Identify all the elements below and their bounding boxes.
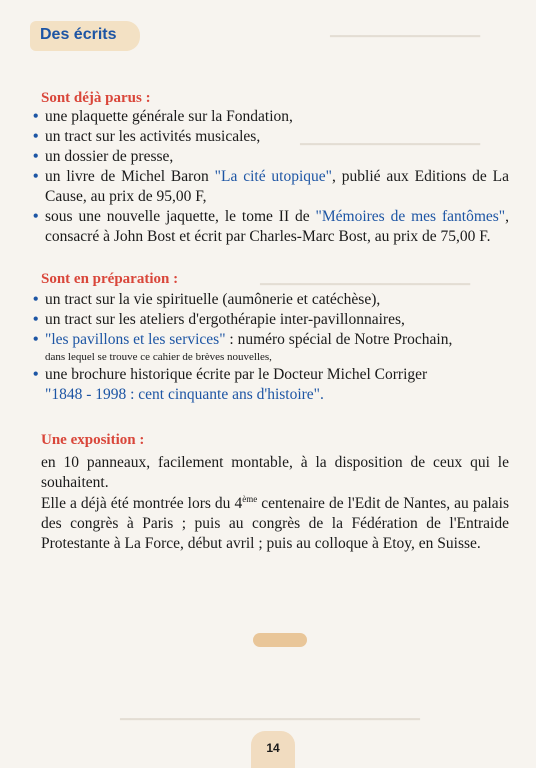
show-through-text: ▁▁▁▁▁▁▁▁▁▁▁▁▁▁▁ [330, 22, 480, 37]
preparation-list [33, 290, 509, 405]
exhibition-paragraph-2: Elle a déjà été montrée lors du 4ème centenaire de l'Edit de Nantes, au palais des congrès à Paris ; puis au congrès de la Fédération de l'Entraide Protestante à La Force, début avril ; puis au colloque à Etoy, en Suisse. [41, 493, 509, 552]
bullet-icon: • [33, 208, 39, 225]
list-item: • une brochure historique écrite par le Docteur Michel Corriger "1848 - 1998 : cent cinquante ans d'histoire". [33, 366, 428, 403]
list-item: • un tract sur les activités musicales, [33, 128, 261, 145]
list-item: • un tract sur les ateliers d'ergothérapie inter-pavillonnaires, [33, 311, 405, 328]
decorative-pill [253, 633, 307, 647]
bullet-icon: • [33, 291, 39, 308]
published-list [33, 107, 509, 247]
book-title: "Mémoires de mes fantômes" [315, 208, 506, 225]
bullet-icon: • [33, 148, 39, 165]
bullet-icon: • [33, 128, 39, 145]
section-title-exhibition: Une exposition : [41, 432, 145, 448]
list-item: • un livre de Michel Baron "La cité utopique", publié aux Editions de La Cause, au prix de 95,00 F, [33, 168, 509, 205]
page-title: Des écrits [40, 26, 117, 43]
page-number: 14 [266, 741, 280, 755]
bullet-icon: • [33, 108, 39, 125]
show-through-text: ▁▁▁▁▁▁▁▁▁▁▁▁▁▁▁▁▁▁▁▁▁▁▁▁▁▁▁▁▁▁ [120, 705, 420, 720]
list-item: • une plaquette générale sur la Fondation, [33, 108, 293, 125]
list-item: • un dossier de presse, [33, 148, 174, 165]
section-title-preparation: Sont en préparation : [41, 271, 179, 287]
bullet-icon: • [33, 366, 39, 383]
issue-title: "les pavillons et les services" [45, 331, 226, 348]
section-title-published: Sont déjà parus : [41, 90, 151, 106]
bullet-icon: • [33, 311, 39, 328]
exhibition-paragraph-1: en 10 panneaux, facilement montable, à la disposition de ceux qui le souhaitent. [41, 454, 509, 491]
list-item: • "les pavillons et les services" : numéro spécial de Notre Prochain, dans lequel se trouve ce cahier de brèves nouvelles, [33, 330, 509, 365]
note-text: dans lequel se trouve ce cahier de brèves nouvelles, [45, 351, 272, 363]
list-item: • un tract sur la vie spirituelle (aumônerie et catéchèse), [33, 291, 381, 308]
brochure-title: "1848 - 1998 : cent cinquante ans d'histoire". [45, 386, 324, 403]
show-through-text: ▁▁▁▁▁▁▁▁▁▁▁▁▁▁▁▁▁▁▁▁▁ [260, 270, 470, 285]
list-item: • sous une nouvelle jaquette, le tome II de "Mémoires de mes fantômes", consacré à John Bost et écrit par Charles-Marc Bost, au prix de 75,00 F. [33, 208, 509, 245]
bullet-icon: • [33, 331, 39, 348]
book-title: "La cité utopique" [214, 168, 333, 185]
show-through-text: ▁▁▁▁▁▁▁▁▁▁▁▁▁▁▁▁▁▁ [300, 130, 480, 145]
bullet-icon: • [33, 168, 39, 185]
